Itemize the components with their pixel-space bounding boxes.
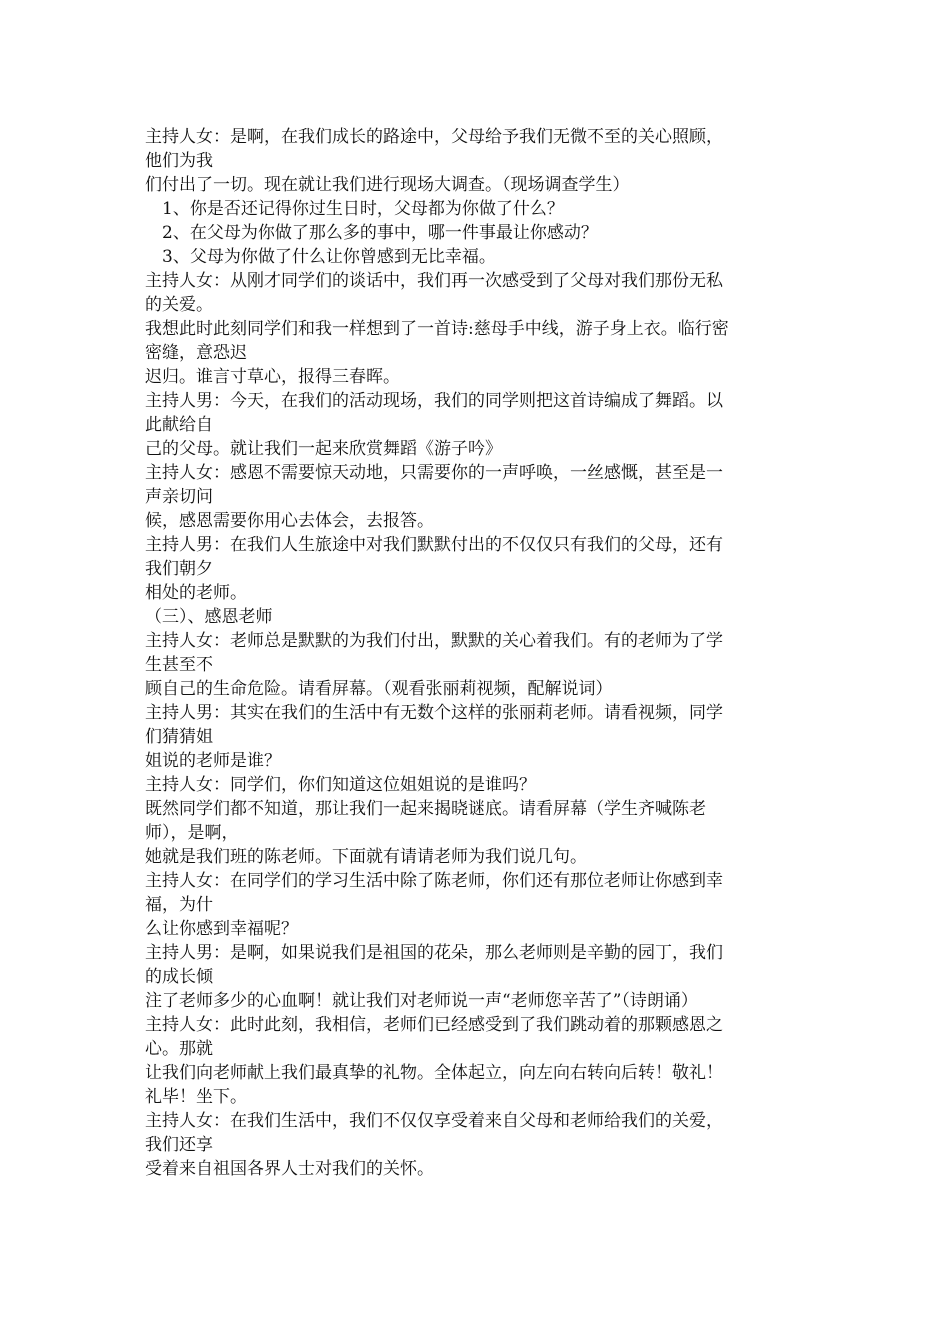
text-line: 顾自己的生命危险。请看屏幕。（观看张丽莉视频，配解说词）	[145, 679, 613, 699]
text-line: 让我们向老师献上我们最真挚的礼物。全体起立，向左向右转向后转！敬礼！	[145, 1063, 723, 1083]
text-line: 主持人女：同学们，你们知道这位姐姐说的是谁吗？	[145, 775, 536, 795]
text-line: 我们朝夕	[145, 559, 213, 579]
text-line: 我想此时此刻同学们和我一样想到了一首诗:慈母手中线，游子身上衣。临行密	[145, 319, 729, 339]
text-line: 候，感恩需要你用心去体会，去报答。	[145, 511, 434, 531]
list-item: 1、你是否还记得你过生日时，父母都为你做了什么？	[162, 199, 564, 219]
list-item: 3、父母为你做了什么让你曾感到无比幸福。	[162, 247, 496, 267]
text-line: 么让你感到幸福呢？	[145, 919, 298, 939]
text-line: 既然同学们都不知道，那让我们一起来揭晓谜底。请看屏幕（学生齐喊陈老	[145, 799, 706, 819]
text-line: 师），是啊，	[145, 823, 239, 843]
text-line: 们付出了一切。现在就让我们进行现场大调查。（现场调查学生）	[145, 175, 630, 195]
section-heading: （三）、感恩老师	[145, 607, 273, 627]
text-line: 生甚至不	[145, 655, 213, 675]
text-line: 受着来自祖国各界人士对我们的关怀。	[145, 1159, 434, 1179]
text-line: 主持人男：今天，在我们的活动现场，我们的同学则把这首诗编成了舞蹈。以	[145, 391, 723, 411]
text-line: 主持人男：其实在我们的生活中有无数个这样的张丽莉老师。请看视频，同学	[145, 703, 723, 723]
text-line: 福，为什	[145, 895, 213, 915]
text-line: 己的父母。就让我们一起来欣赏舞蹈《游子吟》	[145, 439, 502, 459]
text-line: 注了老师多少的心血啊！就让我们对老师说一声“老师您辛苦了”（诗朗诵）	[145, 991, 698, 1011]
text-line: 主持人女：是啊，在我们成长的路途中，父母给予我们无微不至的关心照顾，	[145, 127, 723, 147]
text-line: 主持人女：感恩不需要惊天动地，只需要你的一声呼唤，一丝感慨，甚至是一	[145, 463, 723, 483]
text-line: 主持人女：老师总是默默的为我们付出，默默的关心着我们。有的老师为了学	[145, 631, 723, 651]
list-item: 2、在父母为你做了那么多的事中，哪一件事最让你感动？	[162, 223, 598, 243]
text-line: 主持人女：在我们生活中，我们不仅仅享受着来自父母和老师给我们的关爱，	[145, 1111, 723, 1131]
text-line: 心。那就	[145, 1039, 213, 1059]
document-page	[145, 125, 815, 1181]
text-line: 主持人男：在我们人生旅途中对我们默默付出的不仅仅只有我们的父母，还有	[145, 535, 723, 555]
text-line: 声亲切问	[145, 487, 213, 507]
text-line: 密缝，意恐迟	[145, 343, 247, 363]
text-line: 礼毕！坐下。	[145, 1087, 247, 1107]
text-line: 主持人男：是啊，如果说我们是祖国的花朵，那么老师则是辛勤的园丁，我们	[145, 943, 723, 963]
text-line: 主持人女：在同学们的学习生活中除了陈老师，你们还有那位老师让你感到幸	[145, 871, 723, 891]
text-line: 我们还享	[145, 1135, 213, 1155]
text-line: 姐说的老师是谁？	[145, 751, 281, 771]
text-line: 主持人女：此时此刻，我相信，老师们已经感受到了我们跳动着的那颗感恩之	[145, 1015, 723, 1035]
text-line: 的成长倾	[145, 967, 213, 987]
text-line: 迟归。谁言寸草心，报得三春晖。	[145, 367, 400, 387]
text-line: 他们为我	[145, 151, 213, 171]
text-line: 们猜猜姐	[145, 727, 213, 747]
text-line: 主持人女：从刚才同学们的谈话中，我们再一次感受到了父母对我们那份无私	[145, 271, 723, 291]
text-line: 相处的老师。	[145, 583, 247, 603]
text-line: 此献给自	[145, 415, 213, 435]
text-line: 的关爱。	[145, 295, 213, 315]
text-line: 她就是我们班的陈老师。下面就有请请老师为我们说几句。	[145, 847, 587, 867]
